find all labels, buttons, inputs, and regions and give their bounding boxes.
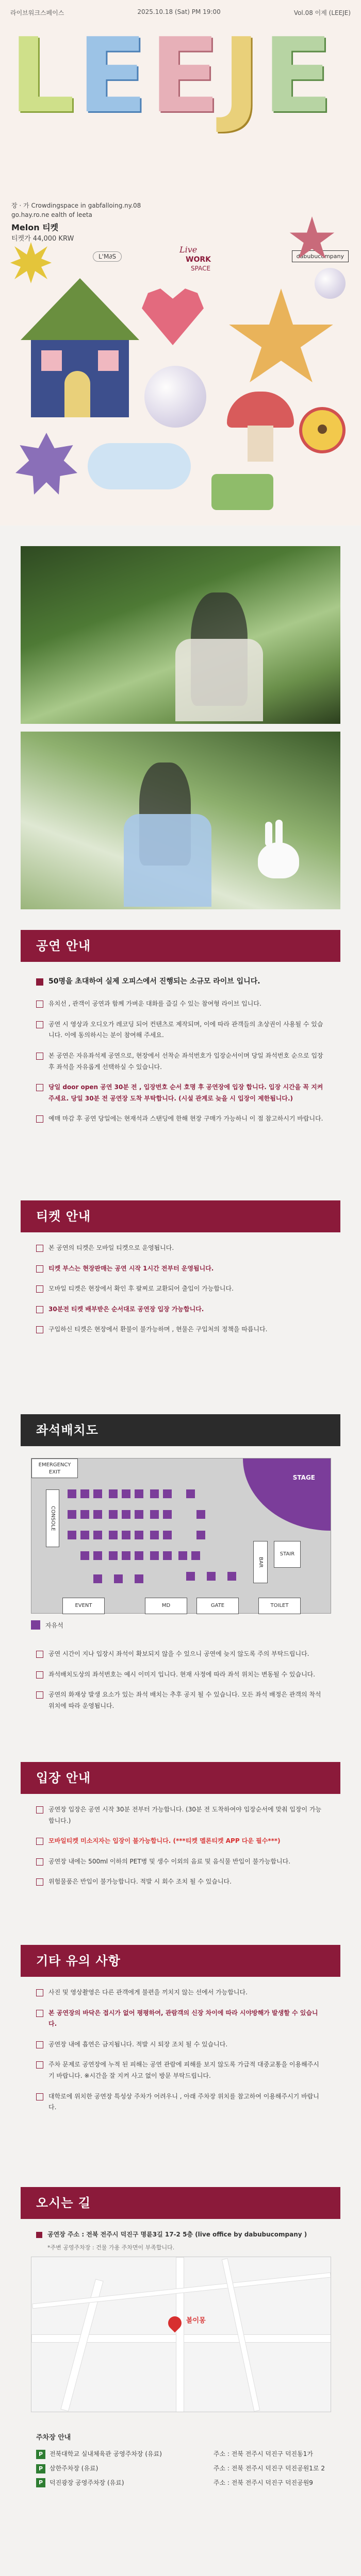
stage-area [243,1459,331,1531]
seating-notes [21,1638,340,1731]
seat [163,1510,172,1519]
item-text: 티켓 부스는 현장판매는 공연 시작 1시간 전부터 운영됩니다. [48,1264,214,1272]
hero-date: 2025.10.18 (Sat) PM 19:00 [137,8,221,15]
list-item [36,1050,325,1073]
item-text: 예매 마감 후 공연 당일에는 현재석과 스탠딩에 한해 현장 구매가 가능하니 이 점 참고하시기 바랍니다. [48,1115,323,1123]
section-title: 입장 안내 [21,1762,340,1794]
hero-sub-line: go.hay.ro.ne ealth of leeta [11,211,92,218]
seat [135,1489,143,1498]
hero-ticket-info [11,222,74,244]
list-item [36,1669,325,1681]
lwp-line: Live [179,245,198,255]
item-text: 공연장 내에 흡연은 금지됩니다. 적발 시 퇴장 조치 될 수 있습니다. [48,2040,228,2048]
seat [80,1510,89,1519]
seat [109,1531,118,1539]
section-title: 오시는 길 [21,2187,340,2219]
seat [80,1531,89,1539]
sun-sticker [10,242,52,283]
legend-label: 자유석 [45,1621,63,1629]
list-item [36,1804,325,1826]
list-item [36,1324,325,1335]
item-text: 공연의 화재상 발생 요소가 있는 좌석 배치는 추후 공지 될 수 있습니다. 모든 좌석 배정은 관객의 착석 위치에 따라 운영됩니다. [48,1691,321,1709]
legend-swatch [31,1620,40,1630]
seat-legend [31,1620,63,1630]
hero-volume: Vol.08 이제 (LEEJE) [293,9,351,16]
list-item [36,1304,325,1315]
seat [191,1551,200,1560]
other-section [21,1945,340,2133]
house-sticker [21,278,139,417]
address-line [36,2229,325,2241]
hero-sub-line: 장 · 가 Crowdingspace in gabfalloing.ny.08 [11,202,141,209]
seat-map [31,1458,331,1614]
bar-area: BAR [253,1541,268,1583]
item-text: 모바일 티켓은 현장에서 확인 후 팔찌로 교환되어 출입이 가능합니다. [48,1285,234,1293]
seat [163,1531,172,1539]
seat [150,1489,159,1498]
seat [93,1574,102,1583]
seat [150,1531,159,1539]
title-letter: E [77,16,148,136]
lmos-logo: L'M∂S [93,251,122,262]
seat [163,1551,172,1560]
item-text: 30분전 티켓 배부받은 순서대로 공연장 입장 가능합니다. [48,1305,204,1313]
parking-address: 주소 : 전북 전주시 덕진구 덕진동1가 [213,2450,313,2458]
hero-organizer: 라이브워크스페이스 [10,9,64,16]
mushroom-sticker [227,392,294,464]
item-text: 공연 시간이 지나 입장시 좌석이 확보되지 않을 수 있으니 공연에 늦지 않도록 주의 부탁드립니다. [48,1650,309,1657]
section-title: 공연 안내 [21,930,340,962]
emergency-exit: EMERGENCY EXIT [31,1459,78,1478]
title-letter: J [222,16,261,136]
cloud-sticker [88,443,191,489]
list-item [36,1082,325,1104]
seat [68,1531,76,1539]
parking-item [36,2478,162,2489]
seat [109,1551,118,1560]
seat [186,1489,195,1498]
parking-item [36,2463,162,2475]
parking-address: 주소 : 전북 전주시 덕진구 덕진공원9 [213,2479,313,2486]
ticket-price: 티켓가 44,000 KRW [11,235,74,243]
list-item [36,1836,325,1847]
list-item [36,998,325,1010]
md-booth: MD [145,1598,187,1614]
dabubu-logo: dabubucompany [292,250,349,262]
seat [122,1551,130,1560]
title-letter: E [262,16,333,136]
seat [80,1551,89,1560]
title-letter: L [9,16,75,136]
stage-label: STAGE [292,1474,315,1481]
artist-photo [21,546,340,724]
list-item [36,1113,325,1125]
seat [135,1551,143,1560]
item-text: 공연장 입장은 공연 시작 30분 전부터 가능합니다. (30분 전 도착하여야 입장순서에 맞춰 입장이 가능합니다.) [48,1806,322,1824]
seat [163,1489,172,1498]
item-text: 주차 문제로 공연장에 누적 된 피해는 공연 관람에 피해를 보지 않도록 가급적 대중교통을 이용해주시기 바랍니다. ※시간을 잘 지켜 사고 없이 방문 부탁드립니다. [48,2061,319,2079]
parking-section [21,2421,340,2502]
seat [178,1551,187,1560]
seat [114,1574,123,1583]
location-map[interactable] [31,2257,331,2412]
seat [135,1531,143,1539]
list-item [36,1283,325,1295]
list-item [36,1019,325,1041]
seat [207,1572,216,1581]
seat [196,1510,205,1519]
section-title: 기타 유의 사항 [21,1945,340,1977]
seat [68,1510,76,1519]
list-item [36,1856,325,1868]
toilet: TOILET [258,1598,301,1614]
seat [93,1551,102,1560]
apple-sticker [299,407,346,453]
seat [80,1489,89,1498]
seat [135,1574,143,1583]
seat [135,1510,143,1519]
parking-title: 주차장 안내 [36,2434,71,2442]
event-booth: EVENT [62,1598,105,1614]
bubble-sticker [315,268,346,299]
artist-figure [124,814,211,907]
hero-subtitle [11,201,141,219]
parking-name: 삼한주차장 (유료) [50,2464,99,2472]
seat [93,1489,102,1498]
item-text: 공연장 내에는 500ml 이하의 PET병 및 생수 이외의 음료 및 음식물 반입이 불가능합니다. [48,1857,291,1865]
item-text: 공연 시 영상과 오디오가 레코딩 되어 컨텐츠로 제작되며, 이에 따라 관객들의 초상권이 사용될 수 있습니다. 이에 동의하시는 분이 참여해 주세요. [48,1020,323,1039]
seat [109,1489,118,1498]
seat [68,1489,76,1498]
address-text: 공연장 주소 : 전북 전주시 덕진구 명륜3길 17-2 5층 (live office by dabubucompany ) [47,2231,307,2238]
item-text: 좌석배치도상의 좌석번호는 예시 이미지 입니다. 현재 사정에 따라 좌석 위치는 변동될 수 있습니다. [48,1670,316,1678]
list-item [36,2039,325,2050]
list-item [36,2008,325,2030]
stair-area: STAIR [274,1541,301,1568]
item-text: 대학로에 위치한 공연장 특성상 주차가 어려우니 , 아래 주차장 위치를 참고하여 이용해주시기 바랍니다. [48,2092,319,2111]
parking-icon: P [36,2478,45,2487]
performance-section [21,930,340,1144]
map-pin-label: 볼이몽 [186,2317,206,2325]
directions-section [21,2187,340,2263]
list-item [36,1689,325,1711]
seat [93,1531,102,1539]
entry-section [21,1762,340,1907]
address-note: *주변 공영주차장 : 건물 가용 주차면이 부족합니다. [47,2244,175,2251]
item-text: 본 공연의 티켓은 모바일 티켓으로 운영됩니다. [48,1244,174,1251]
item-text: 사진 및 영상촬영은 다른 관객에게 불편을 끼치지 않는 선에서 가능합니다. [48,1989,248,1996]
lead-text: 50명을 초대하여 실제 오피스에서 진행되는 소규모 라이브 입니다. [48,977,260,986]
heart-sticker [142,289,204,345]
artist-photo [21,732,340,909]
hero-poster [0,0,361,526]
console-area: CONSOLE [46,1489,59,1547]
title-letter: E [150,16,220,136]
seat [227,1572,236,1581]
list-item [36,1876,325,1888]
performance-lead [36,975,325,988]
seat [93,1510,102,1519]
list-item [36,2091,325,2113]
flower-sticker [15,433,77,495]
rabbit-figure [258,842,299,878]
item-text: 당일 door open 공연 30분 전 , 입장번호 순서 호명 후 공연장에 입장 합니다. 입장 시간을 꼭 지켜주세요. 당일 30분 전 공연장 도착 부탁합니다. (시설 관계로 늦을 시 입장이 제한됩니다.) [48,1083,323,1102]
list-item [36,1243,325,1254]
parking-icon: P [36,2450,45,2459]
seat [186,1572,195,1581]
item-text: 구입하신 티켓은 현장에서 환불이 불가능하며 , 현물은 구입처의 정책을 따릅니다. [48,1326,268,1333]
stamp-sticker [211,474,273,510]
section-title: 티켓 안내 [21,1200,340,1232]
seat [122,1489,130,1498]
list-item [36,1987,325,1998]
seat [150,1510,159,1519]
seat [150,1551,159,1560]
ticket-label: Melon 티켓 [11,223,59,232]
parking-icon: P [36,2464,45,2473]
seat [196,1531,205,1539]
parking-item [36,2449,162,2460]
artist-figure [175,639,263,721]
gate: GATE [196,1598,239,1614]
bubble-sticker [144,366,206,428]
live-work-space-logo [170,242,232,273]
hero-title [9,16,333,136]
seat [122,1531,130,1539]
parking-name: 덕진광장 공영주차장 (유료) [50,2479,124,2486]
lwp-line: SPACE [191,265,211,272]
item-text: 유치선 , 관객이 공연과 함께 가벼운 대화를 즐길 수 있는 참여형 라이브 입니다. [48,1000,261,1008]
seat [109,1510,118,1519]
section-title: 좌석배치도 [21,1414,340,1446]
seat [122,1510,130,1519]
list-item [36,2059,325,2081]
lwp-line: WORK [186,256,211,264]
item-text: 본 공연은 자유좌석제 공연으로, 현장에서 선착순 좌석번호가 입장순서이며 당일 좌석번호 순으로 입장 후 좌석을 자유롭게 선택하실 수 있습니다. [48,1052,323,1071]
ticket-section [21,1200,340,1355]
list-item [36,1649,325,1660]
item-text: 위험물품은 반입이 불가능합니다. 적발 시 회수 조치 될 수 있습니다. [48,1878,232,1886]
item-text: 본 공연장의 바닥은 접시가 없어 평평하여, 관람객의 신장 차이에 따라 시야방해가 발생할 수 있습니다. [48,2009,318,2028]
list-item [36,1263,325,1275]
parking-name: 전북대학교 실내체육관 공영주차장 (유료) [50,2450,162,2458]
star-sticker [227,289,335,392]
seating-section [21,1414,340,1446]
parking-address: 주소 : 전북 전주시 덕진구 덕진공원1로 2 [213,2464,325,2472]
item-text: 모바일티켓 미소지자는 입장이 불가능합니다. (***티켓 멜론티켓 APP 다운 필수***) [48,1837,281,1845]
